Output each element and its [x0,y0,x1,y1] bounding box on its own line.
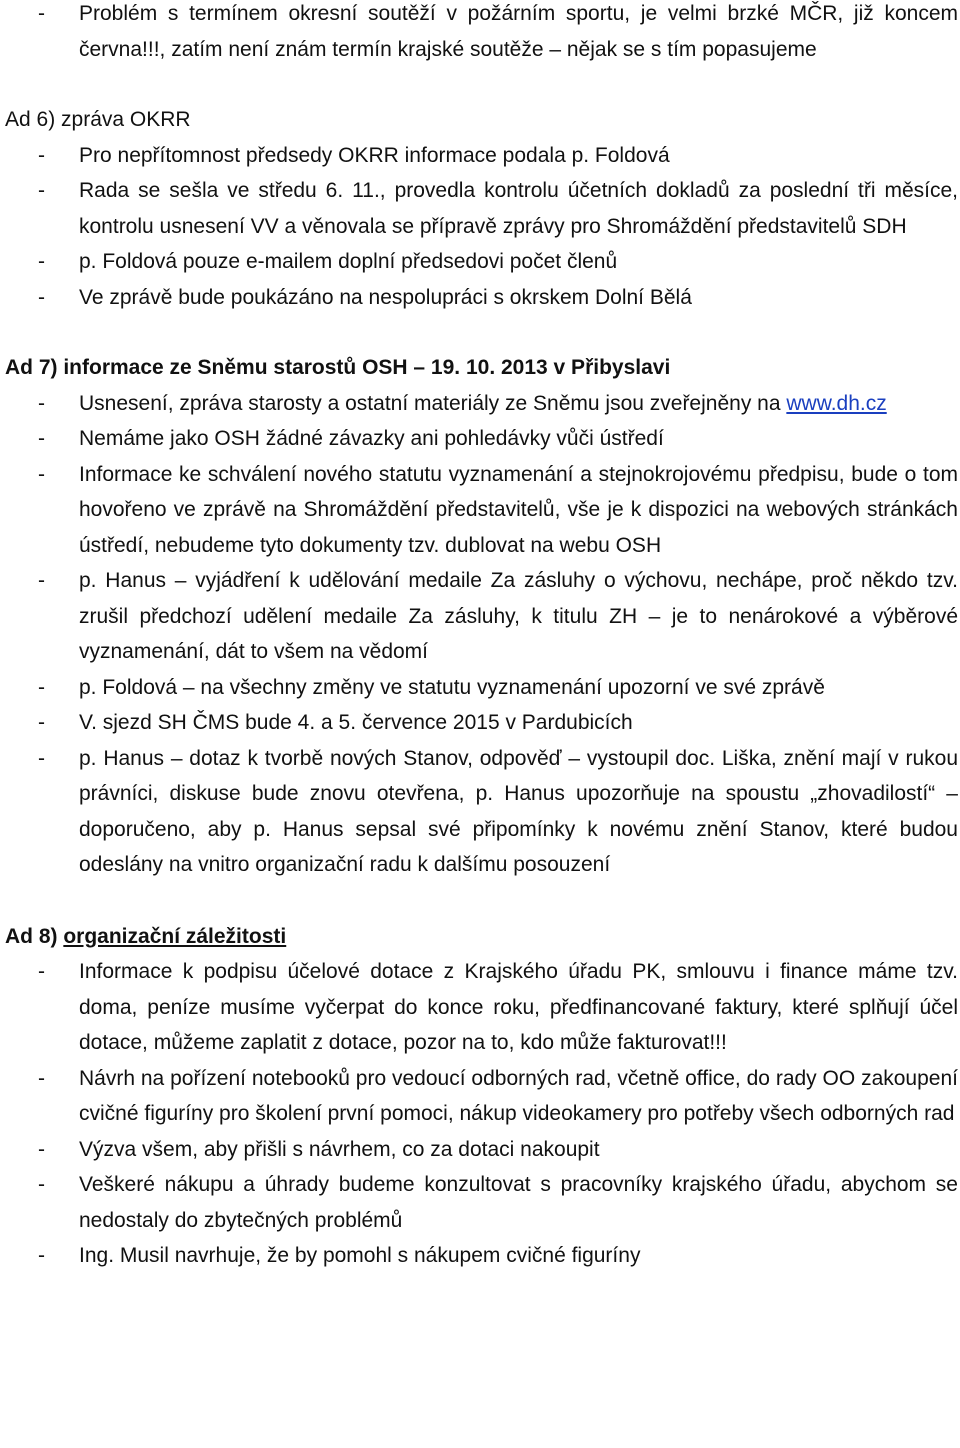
list-dash: - [38,960,45,983]
list-item [0,563,958,670]
list-item [0,1132,958,1168]
list-item [0,244,958,280]
list-item-text: Veškeré nákupu a úhrady budeme konzultovat s pracovníky krajského úřadu, abychom se nedostaly do zbytečných problémů [79,1173,958,1232]
list-dash: - [38,143,45,167]
list-item-text: Rada se sešla ve středu 6. 11., provedla kontrolu účetních dokladů za poslední tři měsíce, kontrolu usnesení VV a věnovala se přípravě zprávy pro Shromáždění představitelů SDH [79,179,958,238]
list-item [0,173,958,244]
list-item-text: Pro nepřítomnost předsedy OKRR informace podala p. Foldová [79,143,670,167]
spacer [0,67,958,102]
list-dash: - [38,1173,45,1196]
list-item [0,1167,958,1238]
website-link[interactable]: www.dh.cz [786,391,887,415]
list-item [0,741,958,883]
section-heading: Ad 7) informace ze Sněmu starostů OSH – 19. 10. 2013 v Přibyslavi [5,356,671,379]
list-item-text: Výzva všem, aby přišli s návrhem, co za dotaci nakoupit [79,1137,600,1161]
list-item-text: Nemáme jako OSH žádné závazky ani pohledávky vůči ústředí [79,427,664,450]
list-item [0,1238,958,1274]
list-item-text: p. Foldová – na všechny změny ve statutu vyznamenání upozorní ve své zprávě [79,675,825,699]
list-dash: - [38,1137,45,1161]
list-dash: - [38,1244,45,1267]
list-item [0,280,958,316]
list-dash: - [38,250,45,273]
spacer [0,883,958,919]
list-dash: - [38,1066,45,1090]
list-item-text: p. Hanus – vyjádření k udělování medaile Za zásluhy o výchovu, nechápe, proč někdo tzv. zrušil předchozí udělení medaile Za zásluhy, k titulu ZH – je to nenárokové a výběrové vyznamenání, dát to všem na vědomí [79,569,958,663]
section-ad8 [0,919,958,1274]
list-item-text: Ing. Musil navrhuje, že by pomohl s nákupem cvičné figuríny [79,1244,641,1267]
list-dash: - [38,391,45,415]
section-ad6 [0,102,958,315]
list-dash: - [38,427,45,450]
list-dash: - [38,285,45,309]
list-item-text: p. Hanus – dotaz k tvorbě nových Stanov, odpověď – vystoupil doc. Liška, znění mají v rukou právníci, diskuse bude znovu otevřena, p. Hanus upozorňuje na spoustu „zhovadilostí“ – doporučeno, aby p. Hanus sepsal své připomínky k novému znění Stanov, které budou odeslány na vnitro organizační radu k dalšímu posouzení [79,746,958,876]
list-item [0,670,958,706]
list-item [0,1061,958,1132]
list-item [0,386,958,422]
list-item-text: Ve zprávě bude poukázáno na nespolupráci s okrskem Dolní Bělá [79,285,692,309]
list-item [0,457,958,564]
list-item [0,0,958,67]
list-dash: - [38,179,45,202]
list-dash: - [38,746,45,770]
section-ad7 [0,350,958,883]
list-dash: - [38,462,45,486]
section-heading: Ad 6) zpráva OKRR [5,108,191,131]
list-item-text: Problém s termínem okresní soutěží v požárním sportu, je velmi brzké MČR, již koncem června!!!, zatím není znám termín krajské soutěže – nějak se s tím popasujeme [79,2,958,61]
list-dash: - [38,569,45,592]
list-item-text: Informace ke schválení nového statutu vyznamenání a stejnokrojovému předpisu, bude o tom hovořeno ve zprávě na Shromáždění představitelů, vše je k dispozici na webových stránkách ústředí, nebudeme tyto dokumenty tzv. dublovat na webu OSH [79,462,958,557]
section-heading-prefix: Ad 8) [5,924,64,948]
section-heading [0,919,958,955]
list-dash: - [38,675,45,699]
list-item-text: p. Foldová pouze e-mailem doplní předsedovi počet členů [79,250,618,273]
list-item-text: Usnesení, zpráva starosty a ostatní materiály ze Sněmu jsou zveřejněny na [79,391,787,415]
list-item [0,138,958,174]
list-item [0,421,958,457]
list-item-text: Návrh na pořízení notebooků pro vedoucí odborných rad, včetně office, do rady OO zakoupení cvičné figuríny pro školení první pomoci, nákup videokamery pro potřeby všech odborných rad [79,1066,958,1125]
list-item-text: V. sjezd SH ČMS bude 4. a 5. července 2015 v Pardubicích [79,711,633,734]
section-heading-title: organizační záležitosti [63,924,287,948]
list-item [0,954,958,1061]
list-dash: - [38,2,45,25]
spacer [0,315,958,350]
list-item [0,705,958,741]
list-item-text: Informace k podpisu účelové dotace z Krajského úřadu PK, smlouvu i finance máme tzv. doma, peníze musíme vyčerpat do konce roku, předfinancované faktury, které splňují účel dotace, můžeme zaplatit z dotace, pozor na to, kdo může fakturovat!!! [79,960,958,1054]
intro-section [0,0,958,67]
list-dash: - [38,711,45,734]
